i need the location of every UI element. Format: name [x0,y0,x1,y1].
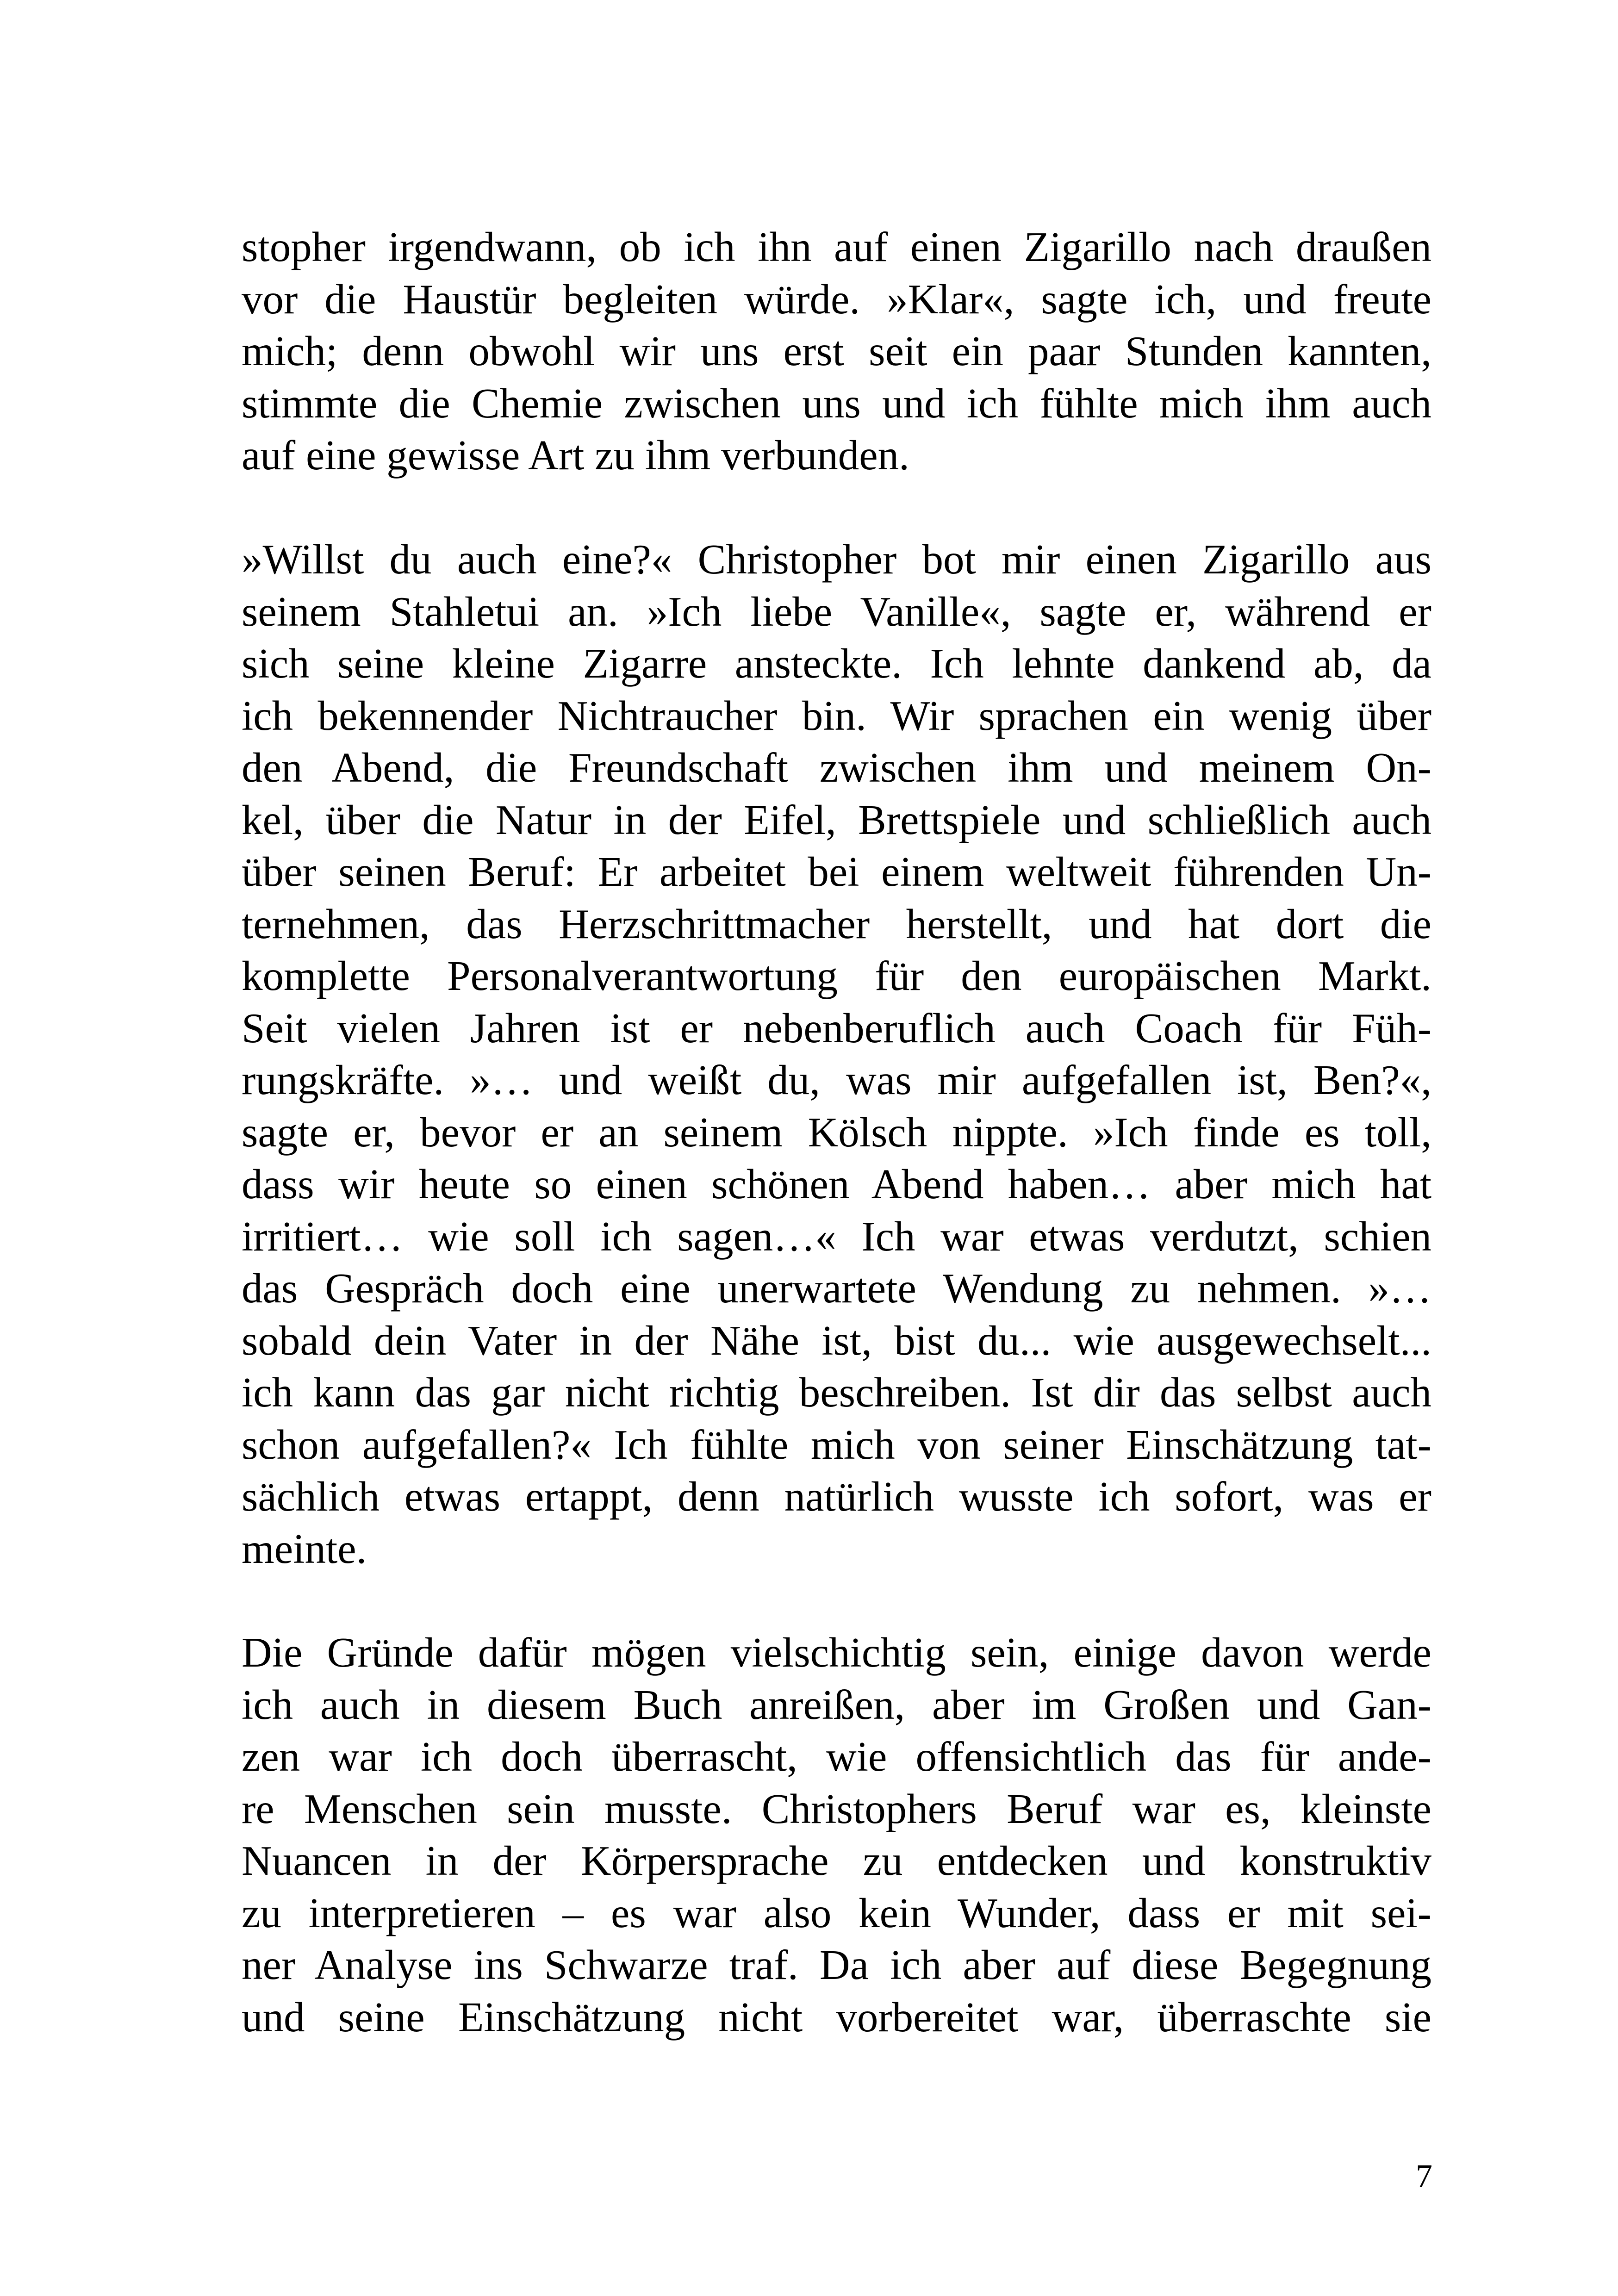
text-line: irritiert… wie soll ich sagen…« Ich war etwas verdutzt, schien [242,1213,1431,1260]
text-line: ternehmen, das Herzschrittmacher herstellt, und hat dort die [242,900,1431,947]
text-line: kel, über die Natur in der Eifel, Brettspiele und schließlich auch [242,796,1431,843]
text-line: das Gespräch doch eine unerwartete Wendung zu nehmen. »… [242,1265,1431,1312]
text-line: meinte. [242,1525,367,1572]
text-line: mich; denn obwohl wir uns erst seit ein paar Stunden kannten, [242,328,1431,374]
text-line: seinem Stahletui an. »Ich liebe Vanille«, sagte er, während er [242,588,1431,635]
text-line: dass wir heute so einen schönen Abend haben… aber mich hat [242,1161,1431,1207]
text-line: vor die Haustür begleiten würde. »Klar«, sagte ich, und freute [242,275,1431,323]
text-line: schon aufgefallen?« Ich fühlte mich von seiner Einschätzung tat- [242,1421,1431,1468]
text-line: den Abend, die Freundschaft zwischen ihm und meinem On- [242,744,1431,791]
paragraph-2 [242,534,1431,1575]
text-line: komplette Personalverantwortung für den europäischen Markt. [242,952,1431,999]
text-line: sobald dein Vater in der Nähe ist, bist du... wie ausgewechselt... [242,1317,1431,1364]
text-line: re Menschen sein musste. Christophers Beruf war es, kleinste [242,1785,1431,1832]
text-line: ich auch in diesem Buch anreißen, aber im Großen und Gan- [242,1681,1431,1728]
text-line: zu interpretieren – es war also kein Wunder, dass er mit sei- [242,1889,1431,1936]
text-line: sächlich etwas ertappt, denn natürlich wusste ich sofort, was er [242,1473,1431,1520]
text-line: und seine Einschätzung nicht vorbereitet war, überraschte sie [242,1993,1431,2041]
text-line: rungskräfte. »… und weißt du, was mir aufgefallen ist, Ben?«, [242,1057,1431,1103]
text-line: Nuancen in der Körpersprache zu entdecken und konstruktiv [242,1837,1431,1884]
text-line: »Willst du auch eine?« Christopher bot mir einen Zigarillo aus [242,536,1431,583]
text-line: sich seine kleine Zigarre ansteckte. Ich lehnte dankend ab, da [242,640,1431,687]
text-line: auf eine gewisse Art zu ihm verbunden. [242,432,909,479]
text-line: Die Gründe dafür mögen vielschichtig sein, einige davon werde [242,1629,1431,1676]
paragraph-1 [242,221,1431,482]
paragraph-3 [242,1627,1431,2043]
text-line: Seit vielen Jahren ist er nebenberuflich auch Coach für Füh- [242,1004,1431,1052]
text-line: stopher irgendwann, ob ich ihn auf einen Zigarillo nach draußen [242,224,1431,270]
text-line: ich kann das gar nicht richtig beschreiben. Ist dir das selbst auch [242,1369,1431,1416]
text-line: zen war ich doch überrascht, wie offensichtlich das für ande- [242,1733,1431,1780]
text-line: sagte er, bevor er an seinem Kölsch nippte. »Ich finde es toll, [242,1108,1431,1156]
text-line: ner Analyse ins Schwarze traf. Da ich aber auf diese Begegnung [242,1941,1431,1988]
text-line: stimmte die Chemie zwischen uns und ich fühlte mich ihm auch [242,380,1431,427]
text-line: über seinen Beruf: Er arbeitet bei einem weltweit führenden Un- [242,848,1431,895]
page-number: 7 [1416,2158,1432,2195]
text-line: ich bekennender Nichtraucher bin. Wir sprachen ein wenig über [242,692,1431,739]
